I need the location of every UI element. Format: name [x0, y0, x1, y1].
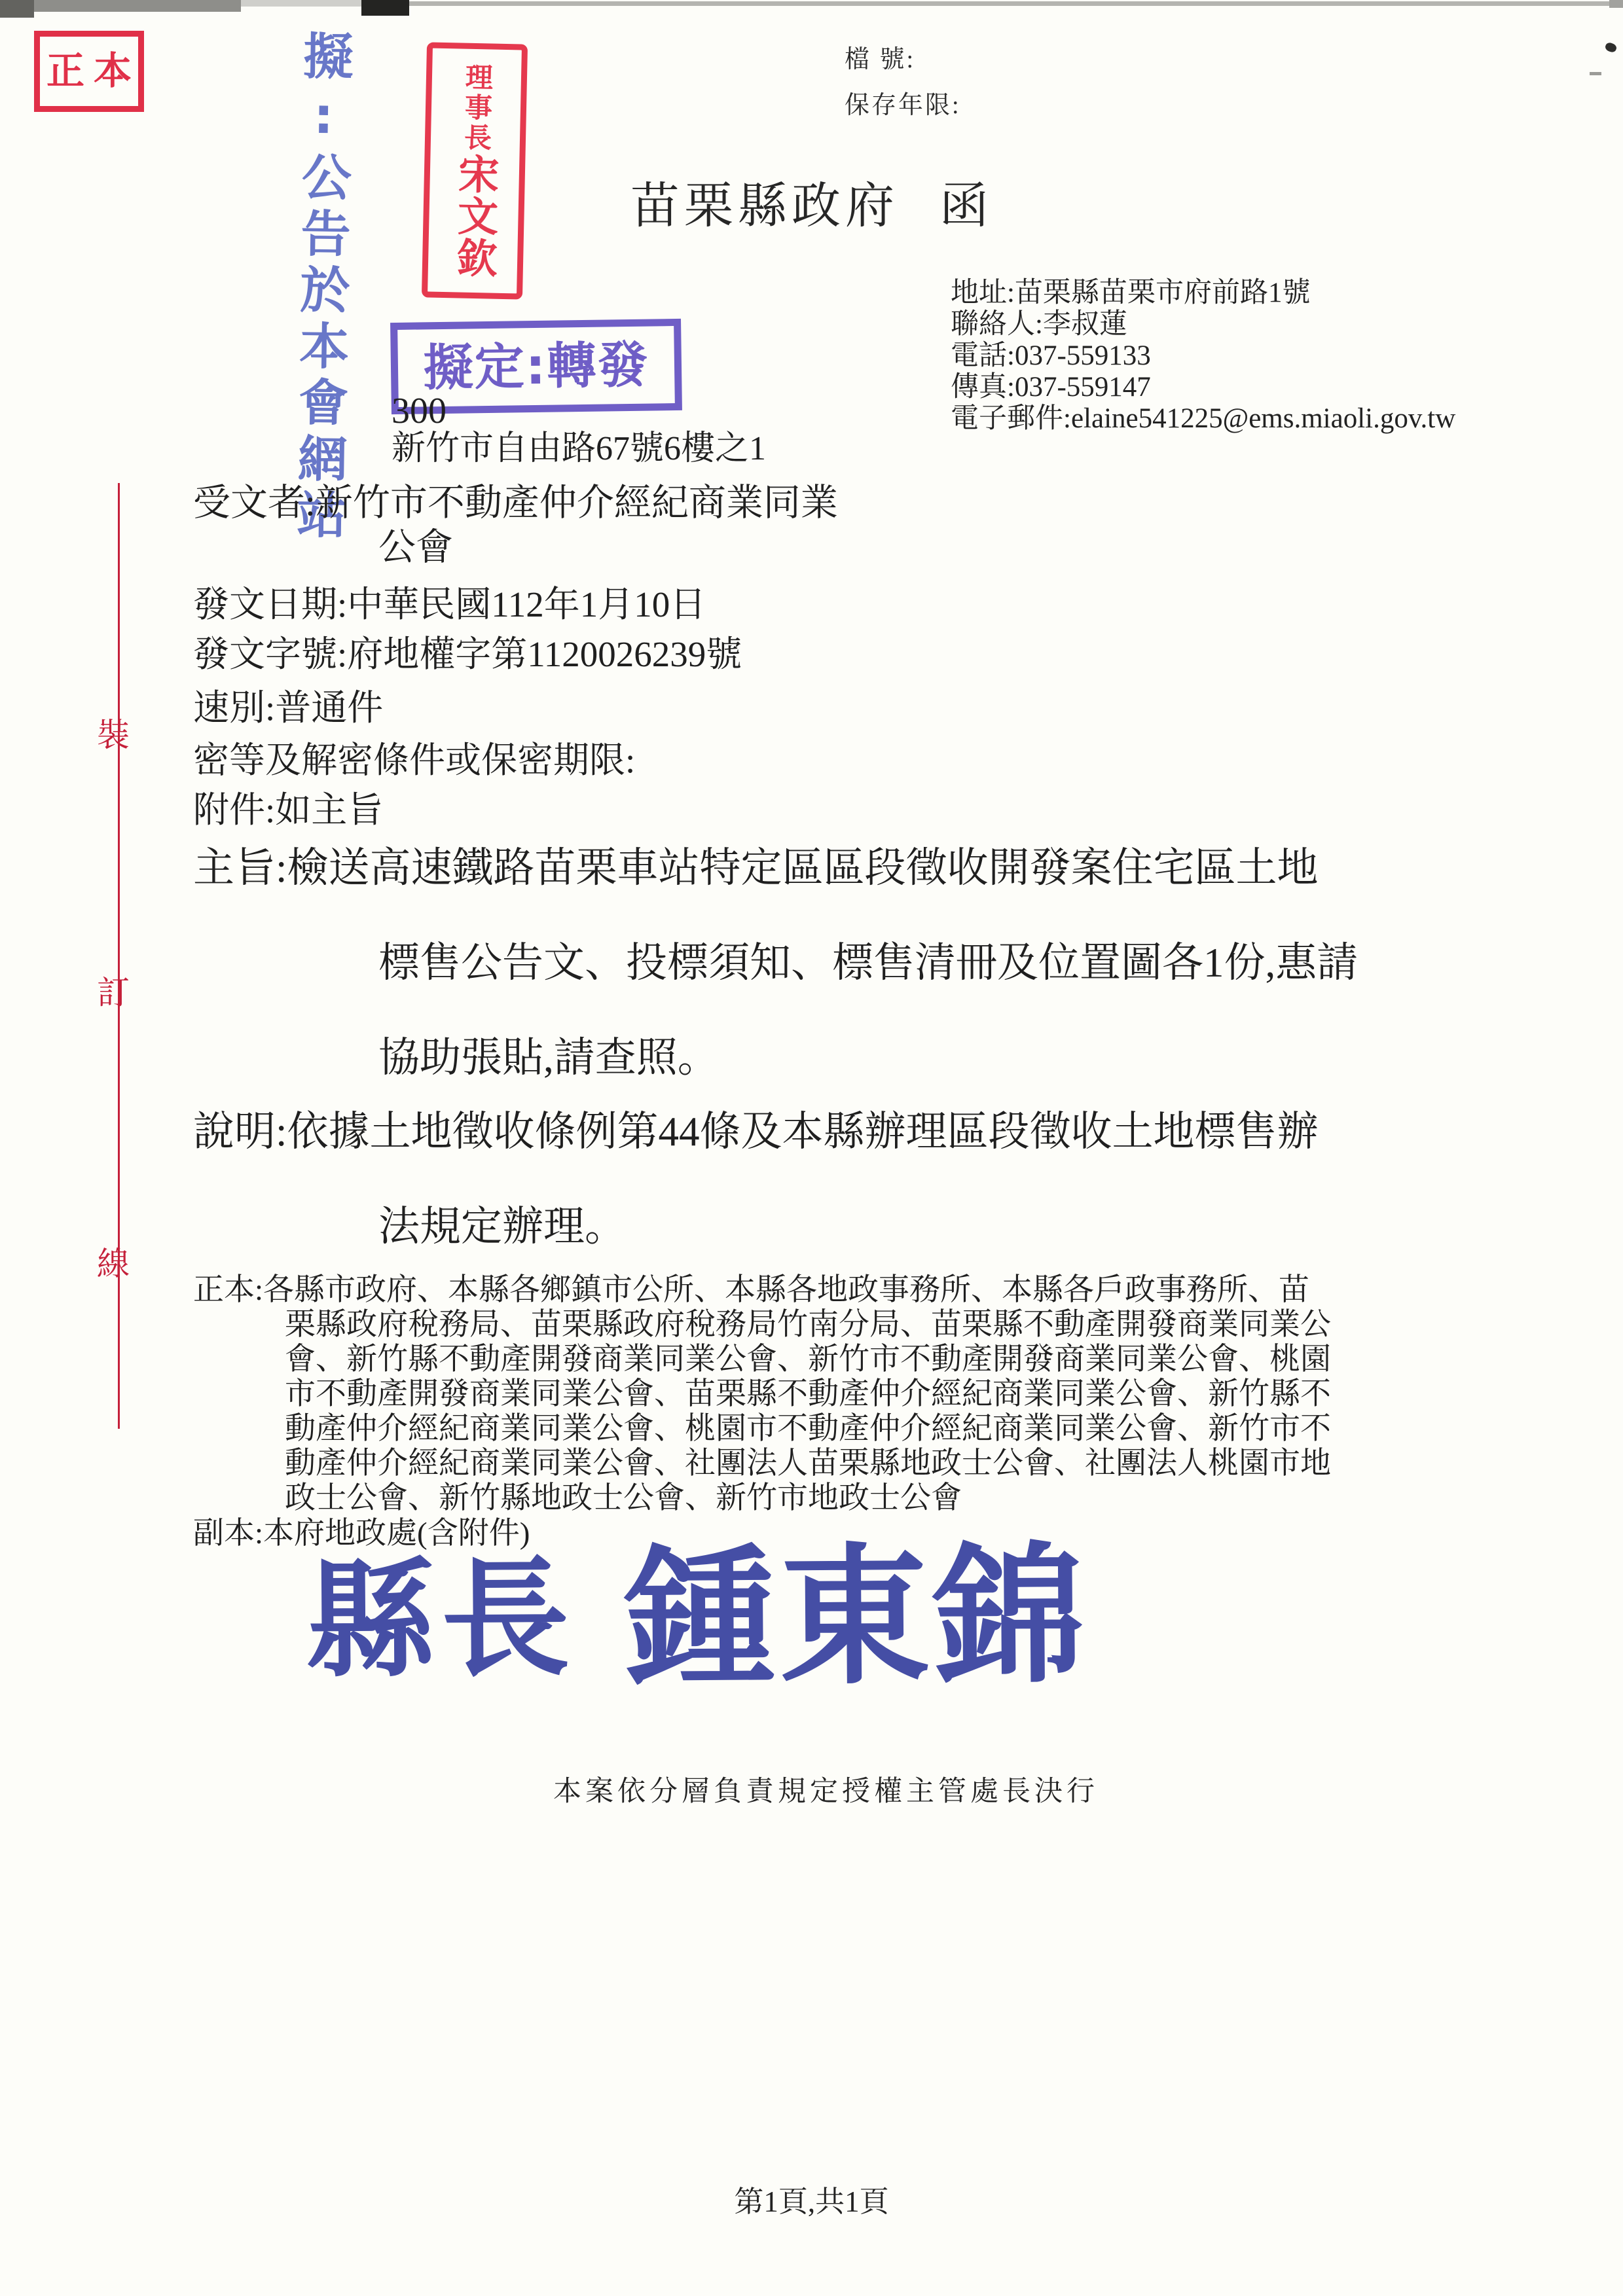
subject-line3: 協助張貼,請查照。	[378, 1035, 719, 1081]
decision-note: 本案依分層負責規定授權主管處長決行	[553, 1776, 1099, 1807]
binding-line	[118, 483, 120, 1429]
action-stamp-label: 擬定:轉發	[423, 335, 649, 397]
contact-address: 地址:苗栗縣苗栗市府前路1號	[951, 278, 1311, 308]
copies-line: 正本:各縣市政府、本縣各鄉鎮市公所、本縣各地政事務所、本縣各戶政事務所、苗	[193, 1273, 1310, 1307]
chairman-stamp-text	[452, 62, 498, 279]
retention-label: 保存年限:	[845, 92, 961, 119]
contact-person: 聯絡人:李叔蓮	[951, 309, 1127, 340]
chairman-stamp	[422, 42, 528, 299]
scan-artifact-top-right-corner	[1609, 0, 1623, 8]
copies-line: 動產仲介經紀商業同業公會、桃園市不動產仲介經紀商業同業公會、新竹市不	[285, 1412, 1331, 1446]
doc-title	[630, 179, 994, 234]
field-ref-number: 發文字號:府地權字第1120026239號	[193, 634, 742, 674]
copies-line: 會、新竹縣不動產開發商業同業公會、新竹市不動產開發商業同業公會、桃園	[285, 1342, 1331, 1376]
recipient-address: 新竹市自由路67號6樓之1	[392, 430, 767, 467]
agency-name: 苗栗縣政府	[630, 179, 900, 234]
scan-artifact-top-light-band	[241, 0, 363, 7]
scan-artifact-dash	[1590, 72, 1601, 75]
page-footer: 第1頁,共1頁	[734, 2185, 889, 2218]
binding-char-zhuang: 裝	[97, 717, 130, 753]
contact-email: 電子郵件:elaine541225@ems.miaoli.gov.tw	[951, 403, 1456, 434]
copy-type-box	[34, 31, 144, 112]
contact-block	[951, 278, 1455, 435]
recipient-line1: 受文者:新竹市不動產仲介經紀商業同業	[193, 482, 838, 524]
file-no-label: 檔 號:	[845, 46, 916, 73]
subject-line2: 標售公告文、投標須知、標售清冊及位置圖各1份,惠請	[378, 940, 1359, 986]
copies-line: 政士公會、新竹縣地政士公會、新竹市地政士公會	[285, 1481, 962, 1515]
chairman-stamp-name: 宋文欽	[450, 152, 498, 279]
field-issue-date: 發文日期:中華民國112年1月10日	[193, 584, 706, 624]
handwritten-note: 擬:公告於本會網站	[288, 29, 354, 546]
signature-title: 縣長	[306, 1549, 577, 1694]
chairman-stamp-title: 理事長	[460, 62, 492, 154]
recipient-zip: 300	[392, 391, 447, 431]
field-attachment: 附件:如主旨	[193, 790, 384, 830]
contact-phone: 電話:037-559133	[951, 340, 1151, 371]
scan-artifact-dark-block	[361, 0, 409, 16]
binding-char-xian: 線	[97, 1246, 130, 1282]
explanation-line2: 法規定辦理。	[378, 1204, 626, 1249]
field-security: 密等及解密條件或保密期限:	[193, 740, 636, 780]
contact-fax: 傳真:037-559147	[951, 372, 1151, 403]
explanation-line1: 說明:依據土地徵收條例第44條及本縣辦理區段徵收土地標售辦	[193, 1109, 1319, 1155]
copies-line: 市不動產開發商業同業公會、苗栗縣不動產仲介經紀商業同業公會、新竹縣不	[285, 1377, 1331, 1411]
magistrate-signature	[306, 1533, 1089, 1704]
copy-type-label: 正本	[46, 50, 141, 92]
copies-line: 動產仲介經紀商業同業公會、社團法人苗栗縣地政士公會、社團法人桃園市地	[285, 1446, 1331, 1480]
scan-artifact-top-left-corner	[0, 0, 34, 18]
doc-type-label: 函	[939, 179, 994, 234]
field-priority: 速別:普通件	[193, 688, 384, 728]
scan-artifact-top-left-band	[0, 0, 241, 12]
subject-line1: 主旨:檢送高速鐵路苗栗車站特定區區段徵收開發案住宅區土地	[193, 845, 1319, 891]
binding-char-ding: 訂	[97, 975, 130, 1011]
scan-artifact-top-line	[409, 1, 1623, 6]
copies-line: 栗縣政府稅務局、苗栗縣政府稅務局竹南分局、苗栗縣不動產開發商業同業公	[285, 1308, 1331, 1342]
cc-line: 副本:本府地政處(含附件)	[193, 1516, 530, 1551]
scan-artifact-speck	[1604, 41, 1618, 53]
signature-name: 鍾東錦	[624, 1533, 1089, 1704]
recipient-line2: 公會	[378, 527, 453, 568]
